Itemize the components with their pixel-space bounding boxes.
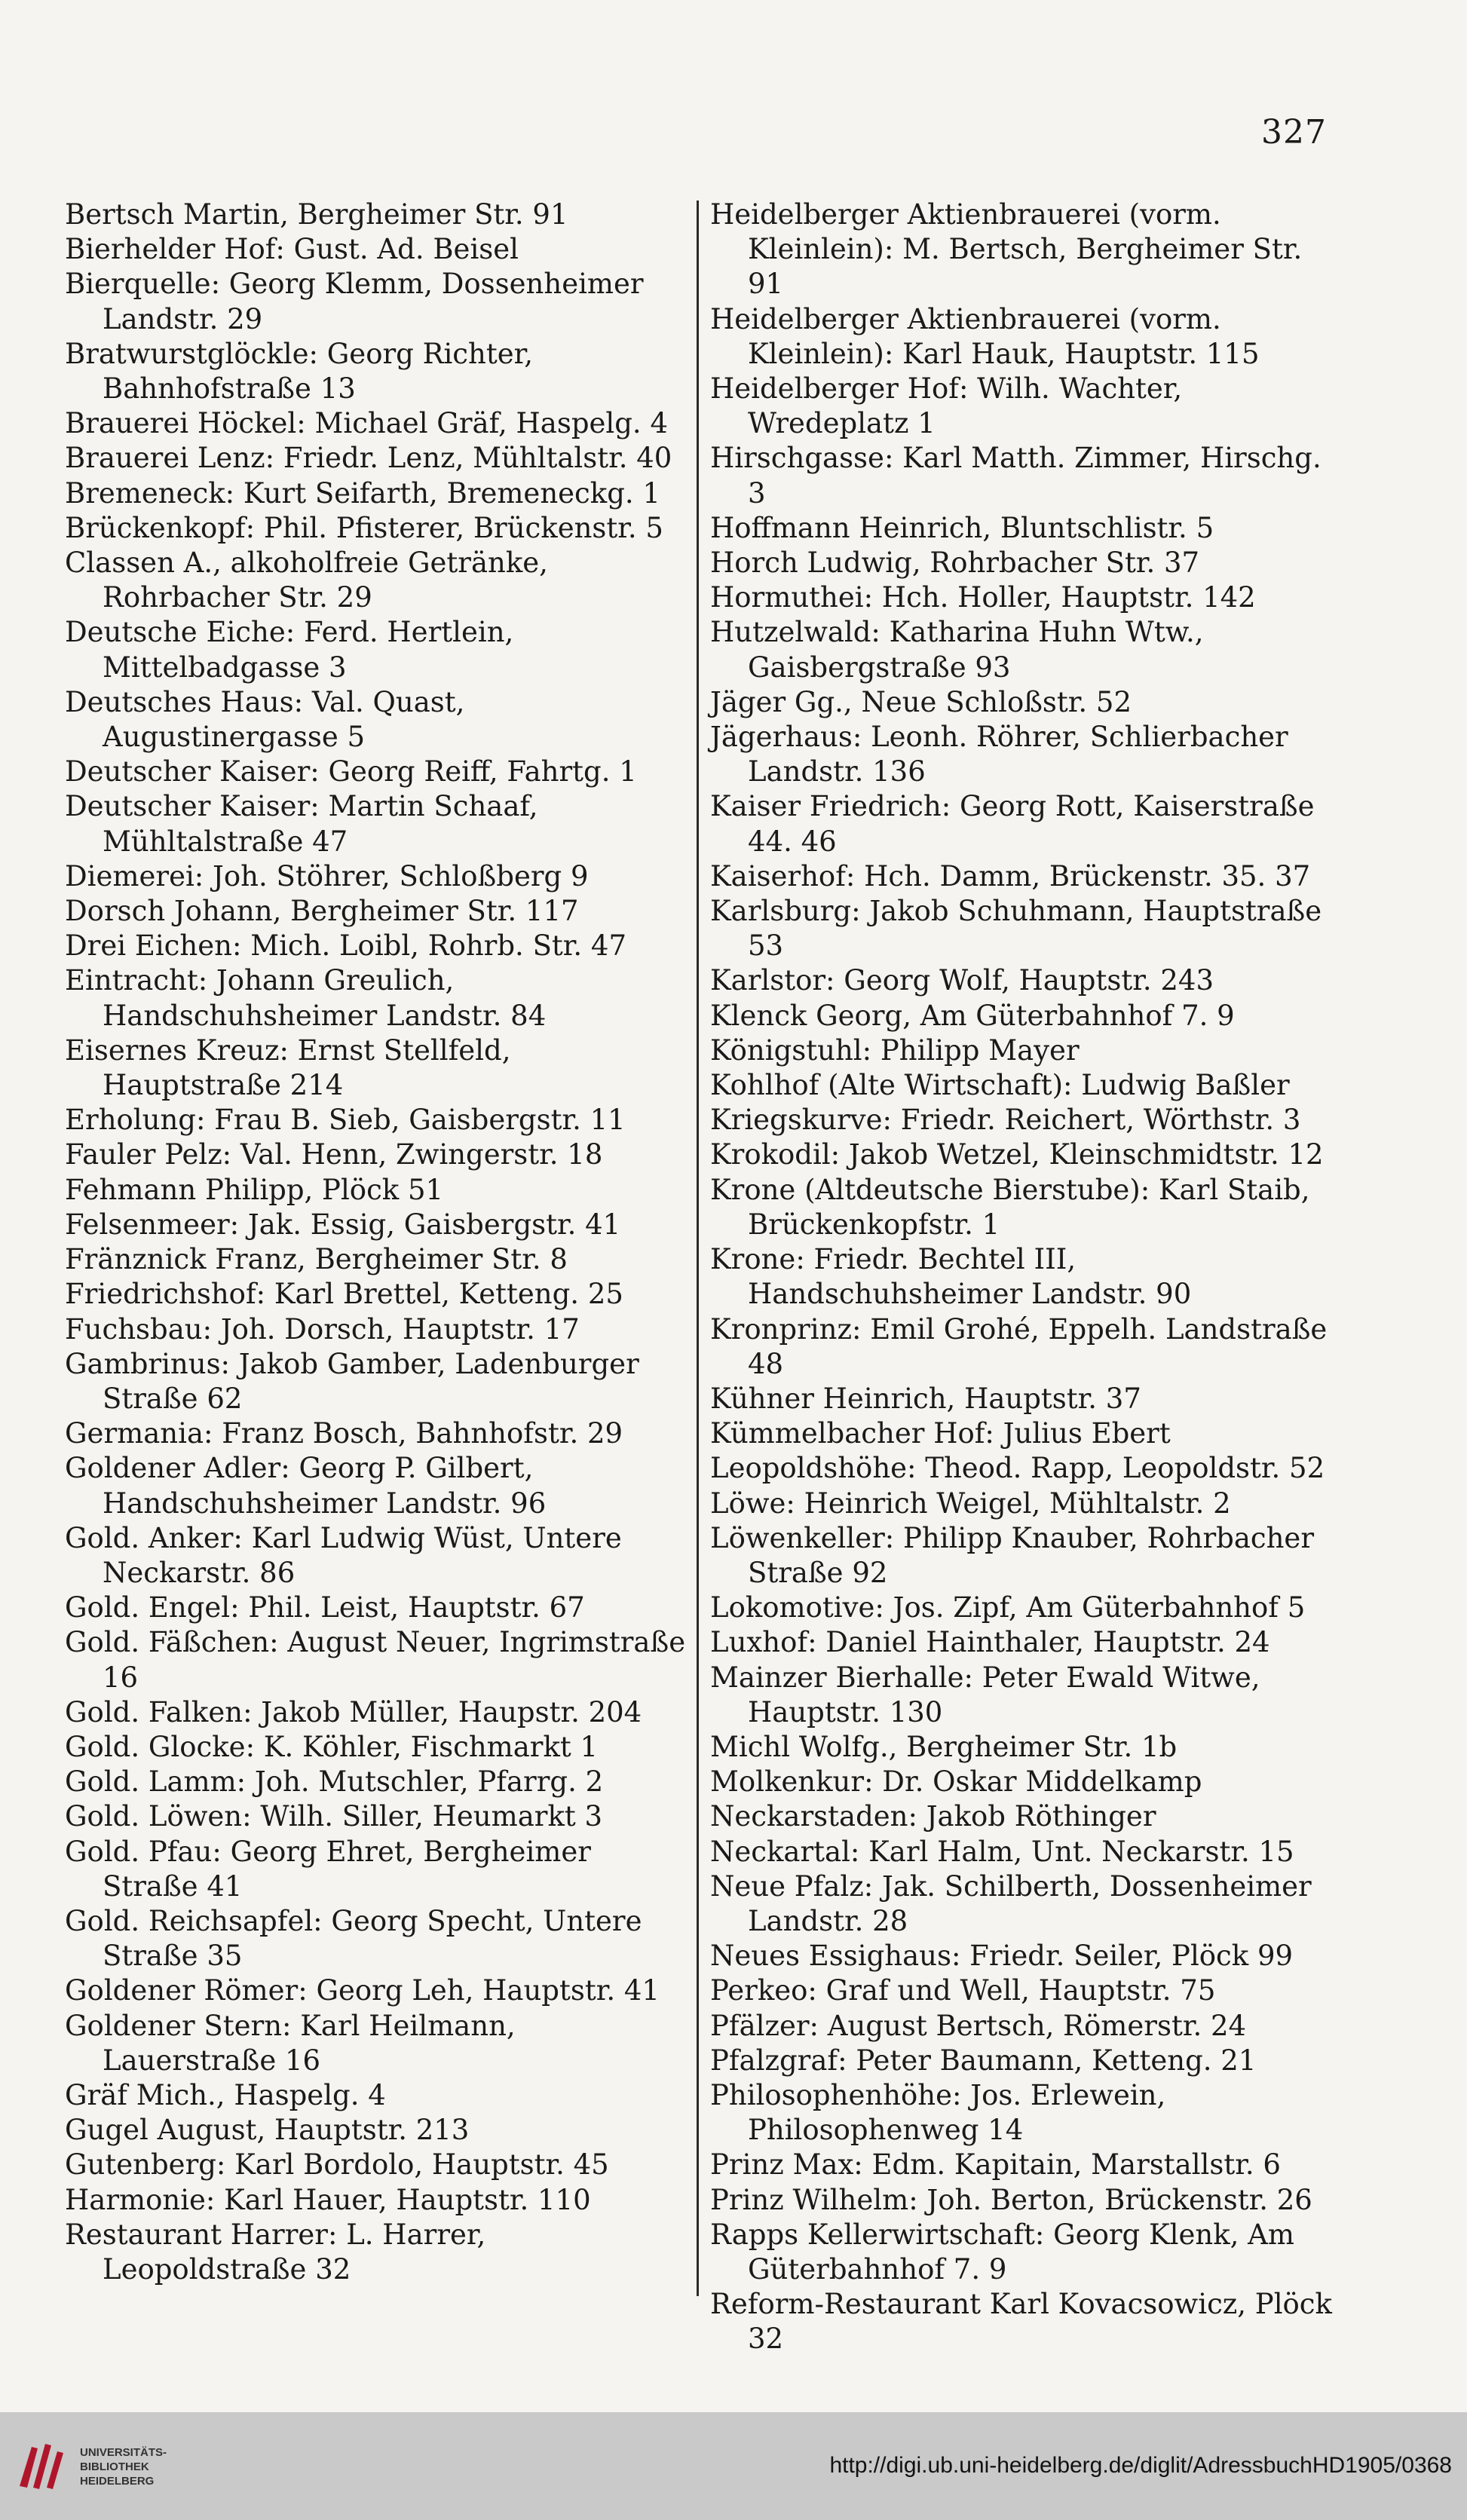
directory-entry: Kümmelbacher Hof: Julius Ebert	[710, 1417, 1171, 1450]
directory-entry: Drei Eichen: Mich. Loibl, Rohrb. Str. 47	[65, 929, 627, 963]
directory-entry: Erholung: Frau B. Sieb, Gaisbergstr. 11	[65, 1104, 626, 1137]
directory-entry: Neues Essighaus: Friedr. Seiler, Plöck 99	[710, 1940, 1294, 1973]
directory-entry: Hirschgasse: Karl Matth. Zimmer, Hirschg. 3	[710, 442, 1322, 510]
directory-entry: Rapps Kellerwirtschaft: Georg Klenk, Am Güterbahnhof 7. 9	[710, 2218, 1294, 2286]
directory-entry: Krokodil: Jakob Wetzel, Kleinschmidtstr. 12	[710, 1138, 1324, 1171]
directory-entry: Krone (Altdeutsche Bierstube): Karl Staib, Brückenkopfstr. 1	[710, 1173, 1310, 1241]
directory-entry: Restaurant Harrer: L. Harrer, Leopoldstraße 32	[65, 2218, 486, 2286]
directory-entry: Kriegskurve: Friedr. Reichert, Wörthstr. 3	[710, 1104, 1301, 1137]
directory-entry: Gold. Lamm: Joh. Mutschler, Pfarrg. 2	[65, 1765, 604, 1799]
directory-entry: Eintracht: Johann Greulich, Handschuhsheimer Landstr. 84	[65, 964, 547, 1032]
directory-entry: Neue Pfalz: Jak. Schilberth, Dossenheimer Landstr. 28	[710, 1869, 1312, 1937]
directory-entry: Kühner Heinrich, Hauptstr. 37	[710, 1382, 1141, 1415]
directory-entry: Classen A., alkoholfreie Getränke, Rohrbacher Str. 29	[65, 547, 548, 614]
directory-entry: Heidelberger Hof: Wilh. Wachter, Wredeplatz 1	[710, 372, 1183, 440]
directory-entry: Felsenmeer: Jak. Essig, Gaisbergstr. 41	[65, 1208, 621, 1241]
logo-line-3: HEIDELBERG	[80, 2474, 155, 2488]
directory-entry: Germania: Franz Bosch, Bahnhofstr. 29	[65, 1417, 623, 1450]
directory-entry: Luxhof: Daniel Hainthaler, Hauptstr. 24	[710, 1626, 1270, 1659]
library-logo[interactable]	[15, 2439, 167, 2494]
directory-entry: Löwe: Heinrich Weigel, Mühltalstr. 2	[710, 1487, 1231, 1520]
directory-entry: Mainzer Bierhalle: Peter Ewald Witwe, Hauptstr. 130	[710, 1661, 1260, 1728]
university-seal-icon	[15, 2439, 68, 2494]
directory-entry: Leopoldshöhe: Theod. Rapp, Leopoldstr. 52	[710, 1452, 1325, 1485]
directory-entry: Pfalzgraf: Peter Baumann, Ketteng. 21	[710, 2044, 1257, 2077]
directory-entry: Fränznick Franz, Bergheimer Str. 8	[65, 1243, 568, 1276]
logo-line-1: UNIVERSITÄTS-	[80, 2445, 167, 2459]
directory-entry: Prinz Wilhelm: Joh. Berton, Brückenstr. 26	[710, 2183, 1312, 2216]
directory-entry: Goldener Römer: Georg Leh, Hauptstr. 41	[65, 1974, 660, 2007]
directory-entry: Molkenkur: Dr. Oskar Middelkamp	[710, 1765, 1202, 1799]
left-column	[65, 197, 689, 2323]
footer-bar	[0, 2412, 1467, 2520]
directory-entry: Karlsburg: Jakob Schuhmann, Hauptstraße 53	[710, 895, 1322, 963]
directory-entry: Goldener Adler: Georg P. Gilbert, Handschuhsheimer Landstr. 96	[65, 1452, 547, 1520]
directory-entry: Heidelberger Aktienbrauerei (vorm. Kleinlein): Karl Hauk, Hauptstr. 115	[710, 302, 1260, 370]
directory-entry: Deutsches Haus: Val. Quast, Augustinergasse 5	[65, 685, 465, 754]
directory-entry: Brauerei Lenz: Friedr. Lenz, Mühltalstr. 40	[65, 442, 672, 475]
directory-entry: Gold. Falken: Jakob Müller, Haupstr. 204	[65, 1695, 642, 1728]
directory-entry: Klenck Georg, Am Güterbahnhof 7. 9	[710, 999, 1235, 1032]
directory-entry: Gräf Mich., Haspelg. 4	[65, 2078, 386, 2111]
directory-entry: Karlstor: Georg Wolf, Hauptstr. 243	[710, 964, 1214, 997]
directory-entry: Kaiserhof: Hch. Damm, Brückenstr. 35. 37	[710, 859, 1311, 893]
directory-entry: Deutsche Eiche: Ferd. Hertlein, Mittelbadgasse 3	[65, 616, 514, 684]
directory-entry: Gold. Glocke: K. Köhler, Fischmarkt 1	[65, 1730, 599, 1763]
directory-entry: Bertsch Martin, Bergheimer Str. 91	[65, 198, 568, 231]
directory-entry: Hormuthei: Hch. Holler, Hauptstr. 142	[710, 581, 1256, 614]
directory-entry: Königstuhl: Philipp Mayer	[710, 1033, 1080, 1067]
directory-entry: Gold. Fäßchen: August Neuer, Ingrimstraße 16	[65, 1626, 686, 1694]
directory-entry: Gugel August, Hauptstr. 213	[65, 2114, 470, 2147]
directory-entry: Bierhelder Hof: Gust. Ad. Beisel	[65, 233, 519, 266]
right-column	[710, 197, 1343, 2356]
directory-entry: Brückenkopf: Phil. Pfisterer, Brückenstr. 5	[65, 511, 663, 544]
library-logo-text	[80, 2445, 167, 2488]
directory-entry: Diemerei: Joh. Stöhrer, Schloßberg 9	[65, 859, 589, 893]
directory-entry: Bremeneck: Kurt Seifarth, Bremeneckg. 1	[65, 476, 660, 510]
directory-entry: Harmonie: Karl Hauer, Hauptstr. 110	[65, 2183, 591, 2216]
directory-entry: Fauler Pelz: Val. Henn, Zwingerstr. 18	[65, 1138, 603, 1171]
directory-entry: Friedrichshof: Karl Brettel, Ketteng. 25	[65, 1278, 623, 1311]
directory-entry: Deutscher Kaiser: Martin Schaaf, Mühltalstraße 47	[65, 790, 538, 858]
directory-entry: Neckarstaden: Jakob Röthinger	[710, 1800, 1156, 1833]
directory-entry: Deutscher Kaiser: Georg Reiff, Fahrtg. 1	[65, 755, 637, 788]
directory-entry: Reform-Restaurant Karl Kovacsowicz, Plöck 32	[710, 2288, 1332, 2356]
directory-entry: Prinz Max: Edm. Kapitain, Marstallstr. 6	[710, 2148, 1281, 2182]
directory-entry: Horch Ludwig, Rohrbacher Str. 37	[710, 547, 1200, 580]
directory-entry: Krone: Friedr. Bechtel III, Handschuhsheimer Landstr. 90	[710, 1243, 1192, 1311]
directory-entry: Kronprinz: Emil Grohé, Eppelh. Landstraße 48	[710, 1312, 1328, 1380]
directory-entry: Fehmann Philipp, Plöck 51	[65, 1173, 444, 1206]
directory-entry: Gold. Engel: Phil. Leist, Hauptstr. 67	[65, 1591, 585, 1624]
directory-entry: Löwenkeller: Philipp Knauber, Rohrbacher Straße 92	[710, 1521, 1315, 1589]
directory-entry: Jäger Gg., Neue Schloßstr. 52	[710, 685, 1132, 718]
directory-entry: Lokomotive: Jos. Zipf, Am Güterbahnhof 5	[710, 1591, 1306, 1624]
directory-entry: Kaiser Friedrich: Georg Rott, Kaiserstraße 44. 46	[710, 790, 1315, 858]
page-number: 327	[1261, 113, 1327, 152]
directory-entry: Bierquelle: Georg Klemm, Dossenheimer Landstr. 29	[65, 268, 644, 335]
directory-entry: Brauerei Höckel: Michael Gräf, Haspelg. 4	[65, 407, 668, 440]
directory-entry: Gold. Reichsapfel: Georg Specht, Untere Straße 35	[65, 1904, 642, 1973]
directory-entry: Gold. Löwen: Wilh. Siller, Heumarkt 3	[65, 1800, 603, 1833]
directory-entry: Perkeo: Graf und Well, Hauptstr. 75	[710, 1974, 1216, 2007]
directory-entry: Neckartal: Karl Halm, Unt. Neckarstr. 15	[710, 1835, 1294, 1868]
directory-entry: Philosophenhöhe: Jos. Erlewein, Philosophenweg 14	[710, 2078, 1166, 2147]
directory-entry: Gutenberg: Karl Bordolo, Hauptstr. 45	[65, 2148, 609, 2182]
directory-entry: Gold. Anker: Karl Ludwig Wüst, Untere Neckarstr. 86	[65, 1521, 622, 1589]
directory-entry: Gold. Pfau: Georg Ehret, Bergheimer Straße 41	[65, 1835, 591, 1903]
source-url[interactable]: http://digi.ub.uni-heidelberg.de/diglit/AdressbuchHD1905/0368	[829, 2453, 1452, 2478]
logo-line-2: BIBLIOTHEK	[80, 2460, 149, 2473]
directory-entry: Goldener Stern: Karl Heilmann, Lauerstraße 16	[65, 2009, 516, 2077]
directory-entry: Eisernes Kreuz: Ernst Stellfeld, Hauptstraße 214	[65, 1033, 511, 1102]
column-divider	[697, 201, 699, 2296]
directory-entry: Heidelberger Aktienbrauerei (vorm. Kleinlein): M. Bertsch, Bergheimer Str. 91	[710, 198, 1303, 301]
directory-entry: Gambrinus: Jakob Gamber, Ladenburger Straße 62	[65, 1347, 639, 1415]
directory-entry: Dorsch Johann, Bergheimer Str. 117	[65, 895, 579, 928]
directory-entry: Hutzelwald: Katharina Huhn Wtw., Gaisbergstraße 93	[710, 616, 1204, 684]
directory-entry: Kohlhof (Alte Wirtschaft): Ludwig Baßler	[710, 1069, 1290, 1102]
directory-entry: Jägerhaus: Leonh. Röhrer, Schlierbacher Landstr. 136	[710, 721, 1288, 788]
directory-entry: Hoffmann Heinrich, Bluntschlistr. 5	[710, 511, 1214, 544]
directory-entry: Pfälzer: August Bertsch, Römerstr. 24	[710, 2009, 1247, 2042]
directory-entry: Fuchsbau: Joh. Dorsch, Hauptstr. 17	[65, 1312, 580, 1346]
directory-entry: Michl Wolfg., Bergheimer Str. 1b	[710, 1730, 1178, 1763]
directory-entry: Bratwurstglöckle: Georg Richter, Bahnhofstraße 13	[65, 337, 533, 406]
